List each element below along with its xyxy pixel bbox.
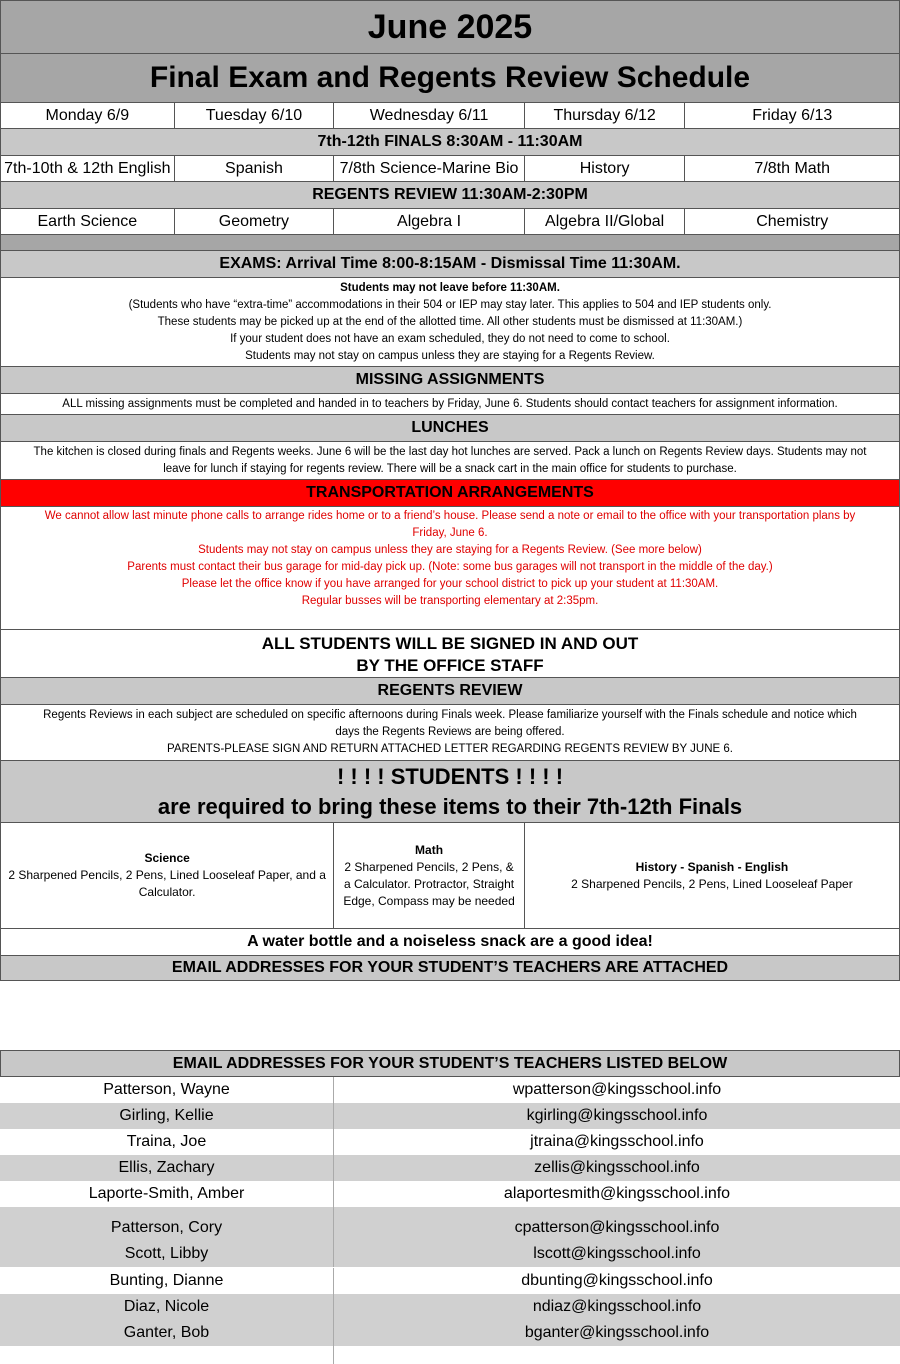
email-attached-header: EMAIL ADDRESSES FOR YOUR STUDENT’S TEACHERS ARE ATTACHED [0,956,900,981]
email-list-header: EMAIL ADDRESSES FOR YOUR STUDENT’S TEACHERS LISTED BELOW [0,1050,900,1077]
supplies-science [1,823,334,928]
math-text: 2 Sharpened Pencils, 2 Pens, & a Calculator. Protractor, Straight Edge, Compass may be needed [343,859,515,908]
students-line-2: are required to bring these items to their 7th-12th Finals [157,794,743,819]
divider-bar [0,235,900,251]
regents-row [0,209,900,235]
hse-text: 2 Sharpened Pencils, 2 Pens, Lined Looseleaf Paper [571,876,853,891]
transport-line-3: Students may not stay on campus unless they are staying for a Regents Review. (See more below) [198,544,702,556]
page-title: June 2025 [0,0,900,54]
exams-line-5: Students may not stay on campus unless they are staying for a Regents Review. [245,350,655,362]
day-thursday: Thursday 6/12 [525,103,686,128]
teacher-row [0,1320,900,1346]
day-wednesday: Wednesday 6/11 [334,103,525,128]
students-line-1: ! ! ! ! STUDENTS ! ! ! ! [336,764,564,789]
exams-line-2: (Students who have “extra-time” accommodations in their 504 or IEP may stay later. This applies to 504 and IEP students only. [128,299,772,311]
teacher-email: ndiaz@kingsschool.info [532,1298,702,1315]
lunches-line-1: The kitchen is closed during finals and Regents weeks. June 6 will be the last day hot lunches are served. Pack a lunch on Regents Review days. Students may not [33,446,867,458]
teacher-name: Scott, Libby [0,1241,334,1267]
transport-line-1: We cannot allow last minute phone calls to arrange rides home or to a friend’s house. Please send a note or email to the office with your transportation plans by [44,510,856,522]
teacher-name: Girling, Kellie [0,1103,334,1129]
teacher-row [0,1103,900,1129]
teacher-row [0,1077,900,1103]
exams-line-1: Students may not leave before 11:30AM. [340,282,560,294]
finals-row [0,156,900,182]
final-monday: 7th-10th & 12th English [1,156,175,181]
lunches-header: LUNCHES [0,415,900,442]
teacher-name: Patterson, Cory [0,1215,334,1241]
teacher-email: cpatterson@kingsschool.info [514,1219,720,1236]
teacher-row [0,1268,900,1294]
signed-line-2: BY THE OFFICE STAFF [356,656,544,675]
teacher-email: lscott@kingsschool.info [533,1245,701,1262]
regents-header: REGENTS REVIEW 11:30AM-2:30PM [0,182,900,209]
transport-body [0,507,900,630]
day-friday: Friday 6/13 [752,106,833,124]
empty-row [0,1346,900,1364]
teacher-row [0,1181,900,1207]
day-monday: Monday 6/9 [1,103,175,128]
science-title: Science [144,851,190,865]
days-row [0,103,900,129]
regents-friday: Chemistry [756,212,829,230]
supplies-math [334,823,525,928]
missing-text: ALL missing assignments must be completed and handed in to teachers by Friday, June 6. Students should contact teachers for assignment information. [0,394,900,415]
supplies-history-spanish-english [525,823,899,928]
regents-tuesday: Geometry [175,209,335,234]
teacher-email: bganter@kingsschool.info [524,1324,710,1341]
supplies-row [0,823,900,929]
exams-line-3: These students may be picked up at the end of the allotted time. All other students must be dismissed at 11:30AM.) [157,316,743,328]
teacher-email: wpatterson@kingsschool.info [512,1081,722,1098]
final-friday: 7/8th Math [754,159,831,177]
teacher-row [0,1294,900,1320]
teacher-row [0,1215,900,1241]
exams-body [0,278,900,367]
teacher-name: Laporte-Smith, Amber [0,1181,334,1207]
teacher-email: zellis@kingsschool.info [534,1159,700,1176]
final-wednesday: 7/8th Science-Marine Bio [334,156,525,181]
regents-thursday: Algebra II/Global [525,209,686,234]
teacher-row [0,1129,900,1155]
teacher-email: dbunting@kingsschool.info [521,1272,713,1289]
regents-review-body [0,705,900,761]
students-banner [0,761,900,823]
regents-review-line-3: PARENTS-PLEASE SIGN AND RETURN ATTACHED LETTER REGARDING REGENTS REVIEW BY JUNE 6. [167,743,733,755]
final-thursday: History [525,156,686,181]
teacher-name: Patterson, Wayne [0,1077,334,1103]
lunches-body [0,442,900,480]
transport-line-2: Friday, June 6. [412,527,488,539]
finals-header: 7th-12th FINALS 8:30AM - 11:30AM [0,129,900,156]
hse-title: History - Spanish - English [635,859,789,874]
math-title: Math [415,842,444,857]
regents-review-line-1: Regents Reviews in each subject are scheduled on specific afternoons during Finals week. Please familiarize yourself with the Finals schedule and notice which [43,709,857,721]
regents-review-header: REGENTS REVIEW [0,678,900,705]
day-tuesday: Tuesday 6/10 [175,103,335,128]
teacher-row [0,1155,900,1181]
lunches-line-2: leave for lunch if staying for regents review. There will be a snack cart in the main office for students to purchase. [163,463,737,475]
teacher-name: Traina, Joe [0,1129,334,1155]
regents-review-line-2: days the Regents Reviews are being offered. [335,726,565,738]
regents-monday: Earth Science [1,209,175,234]
transport-line-6: Regular busses will be transporting elementary at 2:35pm. [301,595,599,607]
teacher-name: Bunting, Dianne [0,1268,334,1294]
missing-header: MISSING ASSIGNMENTS [0,367,900,394]
exams-header: EXAMS: Arrival Time 8:00-8:15AM - Dismissal Time 11:30AM. [0,251,900,278]
transport-header: TRANSPORTATION ARRANGEMENTS [0,480,900,507]
science-text: 2 Sharpened Pencils, 2 Pens, Lined Looseleaf Paper, and a Calculator. [8,868,326,899]
teacher-email: alaportesmith@kingsschool.info [503,1185,731,1202]
signed-notice [0,630,900,678]
teacher-email: kgirling@kingsschool.info [526,1107,708,1124]
signed-line-1: ALL STUDENTS WILL BE SIGNED IN AND OUT [261,634,639,653]
final-tuesday: Spanish [175,156,335,181]
teacher-row [0,1241,900,1267]
transport-line-5: Please let the office know if you have arranged for your school district to pick up your student at 11:30AM. [181,578,719,590]
spacer-row [0,1207,900,1215]
regents-wednesday: Algebra I [334,209,525,234]
exams-line-4: If your student does not have an exam scheduled, they do not need to come to school. [230,333,670,345]
schedule-subtitle: Final Exam and Regents Review Schedule [0,54,900,103]
teacher-name: Diaz, Nicole [0,1294,334,1320]
teacher-email: jtraina@kingsschool.info [530,1133,704,1150]
teacher-name: Ganter, Bob [0,1320,334,1346]
water-note: A water bottle and a noiseless snack are a good idea! [0,929,900,956]
teacher-name: Ellis, Zachary [0,1155,334,1181]
transport-line-4: Parents must contact their bus garage for mid-day pick up. (Note: some bus garages will not transport in the middle of the day.) [127,561,773,573]
